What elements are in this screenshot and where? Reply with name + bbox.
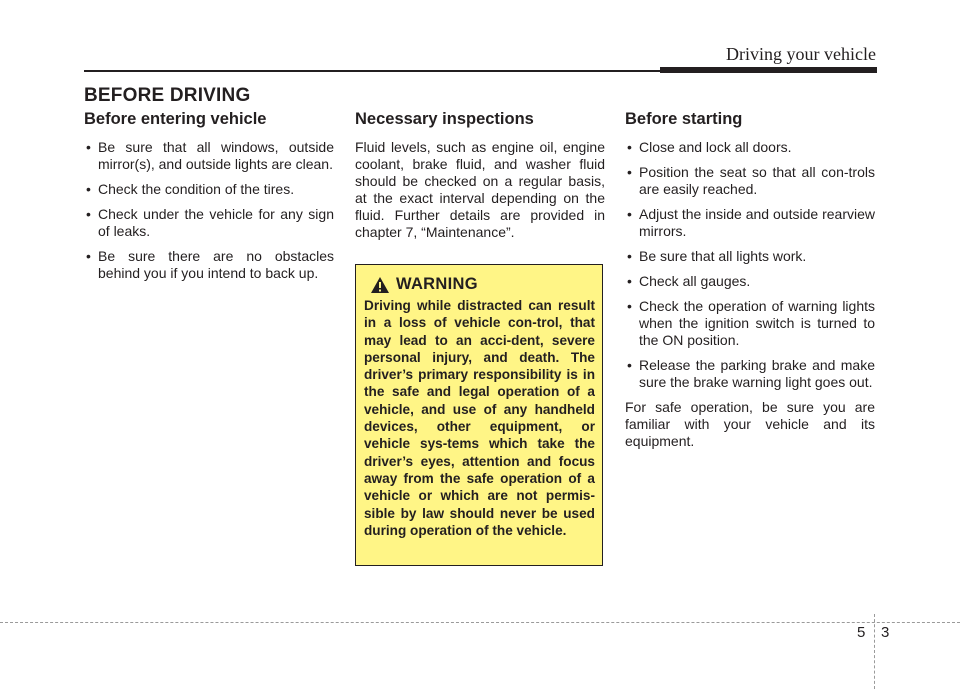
running-header: Driving your vehicle: [726, 44, 876, 64]
list-item: • Check all gauges.: [625, 273, 875, 290]
chapter-number: 5: [857, 624, 866, 641]
inspections-paragraph: Fluid levels, such as engine oil, engine coolant, brake fluid, and washer fluid should be checked on a regular basis, at the exact interval depending on the fluid. Further details are provided in chapter 7, “Maintenance”.: [355, 139, 605, 240]
list-item: • Position the seat so that all con-trols are easily reached.: [625, 164, 875, 198]
column-before-entering: [84, 110, 334, 290]
section-title: BEFORE DRIVING: [84, 85, 251, 106]
page-number: 3: [881, 624, 890, 641]
header-thick-rule: [660, 67, 877, 73]
list-item: • Check under the vehicle for any sign of leaks.: [84, 206, 334, 240]
footer-rule: [0, 622, 960, 623]
list-item: • Be sure that all lights work.: [625, 248, 875, 265]
before-entering-list: [84, 139, 334, 282]
warning-text: Driving while distracted can result in a loss of vehicle con-trol, that may lead to an acci-dent, severe personal injury, and death. The driver’s primary responsibility is in the safe and legal operation of a vehicle, and use of any handheld devices, other equipment, or vehicle sys-tems which take the driver’s eyes, attention and focus away from the safe operation of a vehicle or which are not permis-sible by law should never be used during operation of the vehicle.: [364, 298, 595, 538]
list-item: • Be sure there are no obstacles behind you if you intend to back up.: [84, 248, 334, 282]
list-item: • Release the parking brake and make sure the brake warning light goes out.: [625, 357, 875, 391]
column-necessary-inspections: [355, 110, 605, 241]
heading-before-starting: Before starting: [625, 110, 743, 128]
warning-title: WARNING: [396, 275, 478, 293]
list-item: • Adjust the inside and outside rearview mirrors.: [625, 206, 875, 240]
before-starting-list: [625, 139, 875, 391]
column-before-starting: [625, 110, 875, 450]
heading-necessary-inspections: Necessary inspections: [355, 110, 534, 128]
safe-operation-paragraph: For safe operation, be sure you are familiar with your vehicle and its equipment.: [625, 399, 875, 449]
header-rule: [84, 70, 662, 72]
heading-before-entering: Before entering vehicle: [84, 110, 267, 128]
warning-triangle-icon: [370, 276, 390, 294]
warning-header: [364, 275, 595, 294]
list-item: • Check the condition of the tires.: [84, 181, 334, 198]
warning-box: [355, 264, 603, 566]
footer-divider: [874, 614, 875, 689]
list-item: • Check the operation of warning lights when the ignition switch is turned to the ON position.: [625, 298, 875, 349]
list-item: • Close and lock all doors.: [625, 139, 875, 156]
list-item: • Be sure that all windows, outside mirror(s), and outside lights are clean.: [84, 139, 334, 173]
